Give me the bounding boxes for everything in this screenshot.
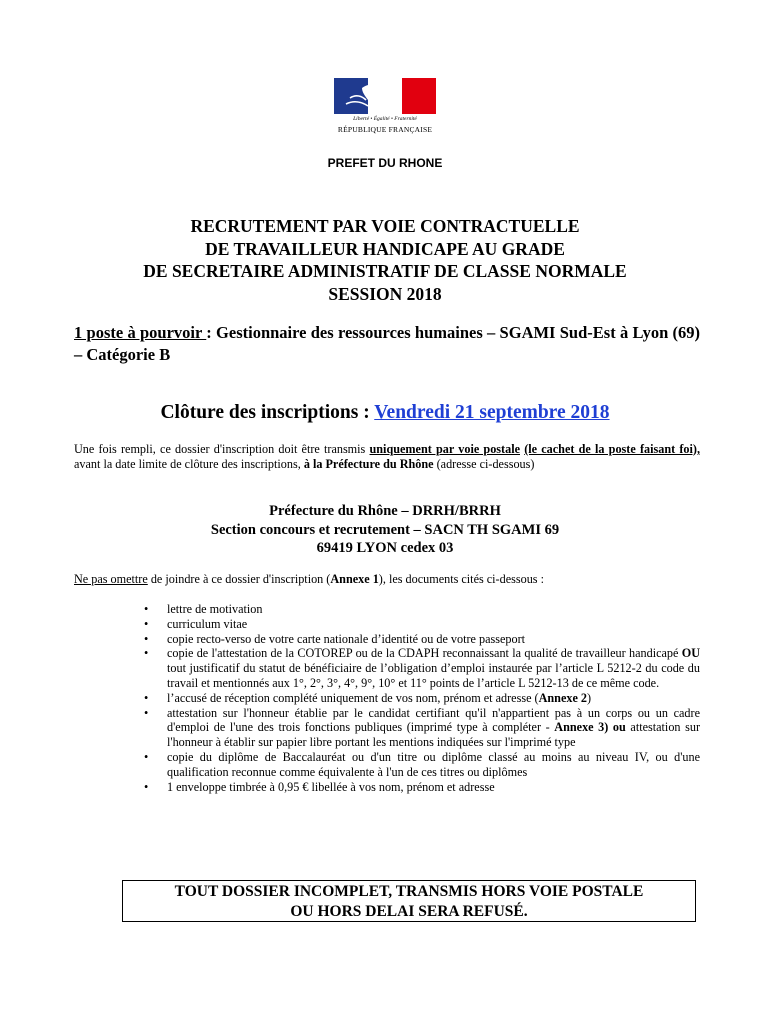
prefet-heading: PREFET DU RHONE — [327, 156, 443, 170]
list-item-text: copie du diplôme de Baccalauréat ou d'un titre ou diplôme classé au moins au niveau IV, ou d'une qualification reconnue comme équivalente à l'un de ces titres ou diplômes — [167, 749, 700, 779]
marianne-icon — [332, 78, 438, 118]
list-item-emphasis: Annexe 2 — [538, 690, 588, 705]
title-line-2: DE TRAVAILLEUR HANDICAPE AU GRADE — [205, 238, 565, 259]
instructions-emphasis-prefecture: à la Préfecture du Rhône — [303, 456, 434, 471]
poste-text: : Gestionnaire des ressources humaines – SGAMI Sud-Est à Lyon (69) – Catégorie B — [74, 323, 700, 364]
list-item — [74, 602, 700, 617]
flag-red-band — [402, 78, 436, 114]
postal-address — [0, 502, 770, 558]
address-line-1: Préfecture du Rhône – DRRH/BRRH — [269, 503, 501, 519]
cloture-label: Clôture des inscriptions : — [160, 402, 375, 423]
bullet-icon: • — [144, 631, 149, 646]
list-item — [74, 706, 700, 750]
list-item-emphasis: OU — [681, 646, 700, 661]
list-item-text: attestation sur l'honneur à établir sur papier libre portant les mentions indiquées sur l'imprimé type — [167, 720, 701, 750]
bullet-icon: • — [144, 749, 149, 764]
required-documents-list — [74, 602, 700, 794]
document-title — [0, 215, 770, 305]
list-item-text: ) — [587, 690, 592, 705]
instructions-part-3: avant la date limite de clôture des inscriptions, — [74, 456, 304, 471]
bullet-icon: • — [144, 779, 149, 794]
instructions-part-4: (adresse ci-dessous) — [433, 456, 535, 471]
instructions-part-1: Une fois rempli, ce dossier d'inscription doit être transmis — [74, 442, 370, 456]
bullet-icon: • — [144, 602, 149, 616]
list-item — [74, 617, 700, 632]
instructions-emphasis-cachet: (le cachet de la poste faisant foi), — [524, 442, 700, 456]
list-item-emphasis: Annexe 3) ou — [554, 720, 626, 735]
address-line-3: 69419 LYON cedex 03 — [316, 540, 454, 556]
documents-intro — [74, 572, 700, 587]
cloture-heading — [0, 400, 770, 426]
bullet-icon: • — [144, 705, 149, 720]
warning-line-1: TOUT DOSSIER INCOMPLET, TRANSMIS HORS VOIE POSTALE — [174, 883, 644, 900]
warning-line-2: OU HORS DELAI SERA REFUSÉ. — [290, 903, 528, 920]
documents-intro-underlined: Ne pas omettre — [74, 572, 148, 586]
list-item — [74, 646, 700, 690]
title-line-1: RECRUTEMENT PAR VOIE CONTRACTUELLE — [190, 216, 580, 236]
list-item — [74, 780, 700, 795]
list-item — [74, 750, 700, 780]
cloture-date: Vendredi 21 septembre 2018 — [374, 402, 610, 423]
bullet-icon: • — [144, 616, 149, 631]
list-item-text: 1 enveloppe timbrée à 0,95 € libellée à vos nom, prénom et adresse — [167, 779, 495, 794]
list-item-text: copie recto-verso de votre carte nationale d’identité ou de votre passeport — [167, 631, 526, 646]
list-item-text: l’accusé de réception complété uniquement de vos nom, prénom et adresse ( — [167, 690, 539, 705]
bullet-icon: • — [144, 646, 149, 661]
poste-label: 1 poste à pourvoir — [74, 323, 207, 342]
documents-intro-part-2: ), les documents cités ci-dessous : — [378, 572, 544, 586]
list-item-text: copie de l'attestation de la COTOREP ou de la CDAPH reconnaissant la qualité de travailleur handicapé — [167, 646, 682, 661]
poste-description — [74, 322, 700, 366]
list-item-text: lettre de motivation — [167, 602, 263, 616]
logo-republic-text: RÉPUBLIQUE FRANÇAISE — [337, 125, 433, 134]
bullet-icon: • — [144, 690, 149, 705]
logo-motto: Liberté • Égalité • Fraternité — [353, 116, 417, 122]
documents-intro-annexe: Annexe 1 — [330, 572, 379, 586]
list-item-text: tout justificatif du statut de bénéficiaire de l’obligation d’emploi instaurée par l’article L 5212-2 du code du travail et mentionnés aux 1°, 2°, 3°, 4°, 9°, 10° et 11° points de l’article L 5212-13 de ce même code. — [167, 661, 700, 690]
title-line-4: SESSION 2018 — [328, 283, 442, 304]
title-line-3: DE SECRETAIRE ADMINISTRATIF DE CLASSE NORMALE — [143, 261, 627, 281]
list-item — [74, 632, 700, 647]
submission-instructions — [74, 442, 700, 472]
list-item-text: curriculum vitae — [167, 616, 248, 631]
flag-blue-band — [334, 78, 368, 114]
list-item-text: attestation sur l'honneur établie par le candidat certifiant qu'il n'appartient pas à un corps ou un cadre d'emploi de l'une des trois fonctions publiques (imprimé type à compléter - — [167, 705, 700, 735]
rejection-warning-box — [122, 880, 696, 922]
documents-intro-part-1: de joindre à ce dossier d'inscription ( — [147, 572, 331, 586]
instructions-emphasis-postal: uniquement par voie postale — [369, 442, 520, 456]
address-line-2: Section concours et recrutement – SACN TH SGAMI 69 — [210, 521, 560, 538]
list-item — [74, 691, 700, 706]
